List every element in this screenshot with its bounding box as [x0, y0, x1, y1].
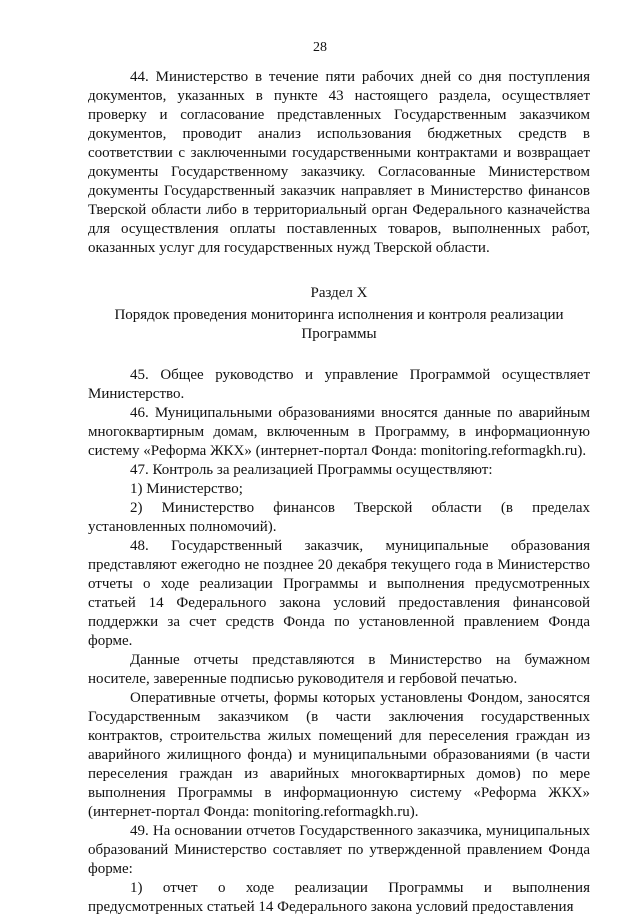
list-item-47-2: 2) Министерство финансов Тверской области (в пределах установленных полномочий).: [88, 500, 590, 535]
paragraph-46: 46. Муниципальными образованиями вносятся данные по аварийным многоквартирным домам, включенным в Программу, в информационную систему «Реформа ЖКХ» (интернет-портал Фонда: monitoring.reformagkh.ru).: [88, 405, 590, 459]
paragraph-44: 44. Министерство в течение пяти рабочих дней со дня поступления документов, указанных в пункте 43 настоящего раздела, осуществляет проверку и согласование представленных Государственным заказчиком документов, проводит анализ использования бюджетных средств в соответствии с заключенными государственными контрактами и возвращает документы Государственному заказчику. Согласованные Министерством документы Государственный заказчик направляет в Министерство финансов Тверской области либо в территориальный орган Федерального казначейства для осуществления оплаты поставленных товаров, выполненных работ, оказанных услуг для государственных нужд Тверской области.: [88, 69, 590, 256]
paragraph-47: 47. Контроль за реализацией Программы осуществляют:: [130, 462, 493, 478]
section-title: Порядок проведения мониторинга исполнения и контроля реализации Программы: [114, 307, 564, 342]
paragraph-45: 45. Общее руководство и управление Программой осуществляет Министерство.: [88, 367, 590, 402]
paragraph-48-reports: Данные отчеты представляются в Министерство на бумажном носителе, заверенные подписью руководителя и гербовой печатью.: [88, 652, 590, 687]
section-heading: [88, 284, 590, 344]
list-item-47-1: 1) Министерство;: [130, 481, 243, 497]
paragraph-48-operative: Оперативные отчеты, формы которых установлены Фондом, заносятся Государственным заказчиком (в части заключения государственных контрактов, строительства жилых помещений для переселения граждан из аварийного жилищного фонда) и муниципальными образованиями (в части переселения граждан из аварийных многоквартирных домов) по мере выполнения Программы в информационную систему «Реформа ЖКХ» (интернет-портал Фонда: monitoring.reformagkh.ru).: [88, 690, 590, 820]
list-item-49-1: 1) отчет о ходе реализации Программы и выполнения предусмотренных статьей 14 Федерального закона условий предоставления: [88, 880, 590, 915]
document-body: [88, 68, 590, 917]
paragraph-48: 48. Государственный заказчик, муниципальные образования представляют ежегодно не позднее 20 декабря текущего года в Министерство отчеты о ходе реализации Программы и выполнения предусмотренных статьей 14 Федерального закона условий предоставления финансовой поддержки за счет средств Фонда по установленной правлением Фонда форме.: [88, 538, 590, 649]
paragraph-49: 49. На основании отчетов Государственного заказчика, муниципальных образований Министерство составляет по утвержденной правлением Фонда форме:: [88, 823, 590, 877]
section-number: Раздел X: [310, 285, 368, 301]
page-number: 28: [313, 40, 327, 55]
